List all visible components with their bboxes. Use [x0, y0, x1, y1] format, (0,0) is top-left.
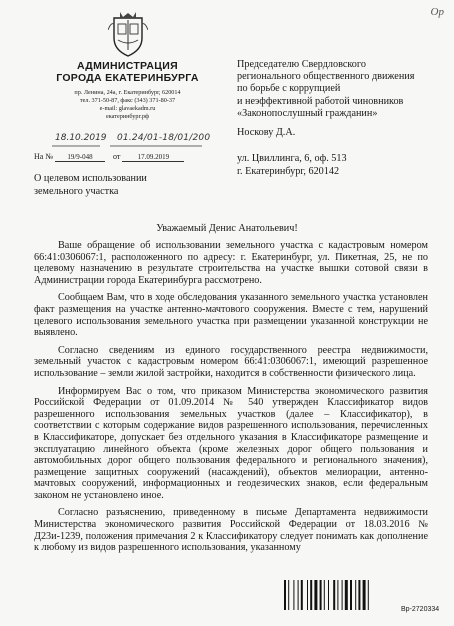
ot-value: 17.09.2019 — [122, 153, 184, 162]
reference-line — [34, 152, 184, 162]
subject-line2: земельного участка — [34, 186, 119, 197]
org-name-line2: ГОРОДА ЕКАТЕРИНБУРГА — [56, 72, 199, 84]
body-paragraph: Согласно сведениям из единого государственного реестра недвижимости, земельный участок с кадастровым номером 66:41:0306067:1, имеющий разрешенное использование – земли жилой застройки, находится в собственности физического лица. — [34, 344, 428, 379]
na-label: На № — [34, 152, 53, 161]
greeting: Уважаемый Денис Анатольевич! — [156, 223, 298, 234]
na-value: 19/9-048 — [55, 153, 105, 162]
subject-line1: О целевом использовании — [34, 173, 147, 184]
org-phones: тел. 371-50-87, факс (343) 371-80-37 — [79, 97, 176, 104]
registration-underline — [52, 144, 202, 148]
city-coat-of-arms-icon — [108, 10, 148, 58]
org-name-line1: АДМИНИСТРАЦИЯ — [77, 60, 178, 72]
recipient-line: и неэффективной работой чиновников — [237, 95, 404, 107]
recipient-line: Председателю Свердловского — [237, 59, 366, 70]
org-website: екатеринбург.рф — [106, 113, 149, 120]
recipient-address — [237, 153, 347, 178]
recipient-name: Носкову Д.А. — [237, 127, 296, 138]
sender-block — [55, 60, 200, 121]
body-paragraph: Сообщаем Вам, что в ходе обследования указанного земельного участка установлен факт размещения на участке антенно-мачтового сооружения. Вместе с тем, нарушений целевого использования земельного участка при размещении указанной конструкции не выявлено. — [34, 292, 428, 339]
recipient-line: «Законопослушный гражданин» — [237, 107, 378, 119]
subject-block — [34, 172, 147, 198]
handwritten-number: 01.24/01-18/01/200 — [117, 133, 211, 143]
handwritten-date: 18.10.2019 — [55, 133, 107, 143]
ot-label: от — [112, 152, 121, 161]
recipient-address-line1: ул. Цвиллинга, 6, оф. 513 — [237, 153, 347, 164]
body-paragraph: Согласно разъяснению, приведенному в письме Департамента недвижимости Министерства экономического развития Российской Федерации от 18.03.2016 № Д23и-1239, положения примечания 2 к Классификатору следует понимать как дополнение к любому из видов разрешенного использования, указанному — [34, 507, 428, 554]
recipient-line: регионального общественного движения — [237, 71, 415, 83]
letter-body — [34, 240, 428, 560]
recipient-block — [237, 59, 447, 120]
corner-handwritten-mark: Ор — [430, 6, 444, 18]
org-email: e-mail: glavaekadm.ru — [99, 105, 156, 112]
body-paragraph: Ваше обращение об использовании земельного участка с кадастровым номером 66:41:0306067:1, расположенного по адресу: г. Екатеринбург, ул. Пикетная, 25, не по целевому назначению в результате строительства на участке вышки сотовой связи в Администрации города Екатеринбурга рассмотрено. — [34, 240, 428, 286]
recipient-address-line2: г. Екатеринбург, 620142 — [237, 165, 340, 177]
recipient-line: по борьбе с коррупцией — [237, 83, 341, 95]
barcode-icon — [284, 580, 394, 610]
org-address: пр. Ленина, 24а, г. Екатеринбург, 620014 — [74, 89, 181, 96]
document-number: Вр-2720334 — [401, 606, 440, 613]
body-paragraph: Информируем Вас о том, что приказом Министерства экономического развития Российской Федерации от 01.09.2014 № 540 утвержден Классификатор видов разрешенного использования земельных участков (далее – Классификатор), в соответствии с которым содержание видов разрешенного использования, перечисленных в Классификаторе, допускает без отдельного указания в Классификаторе размещение и эксплуатацию линейного объекта (кроме железных дорог общего пользования и автомобильных дорог общего пользования федерального и регионального значения), размещение защитных сооружений (насаждений), объектов мелиорации, антенно-мачтовых сооружений, информационных и геодезических знаков, если федеральным законом не установлено иное. — [34, 385, 428, 501]
